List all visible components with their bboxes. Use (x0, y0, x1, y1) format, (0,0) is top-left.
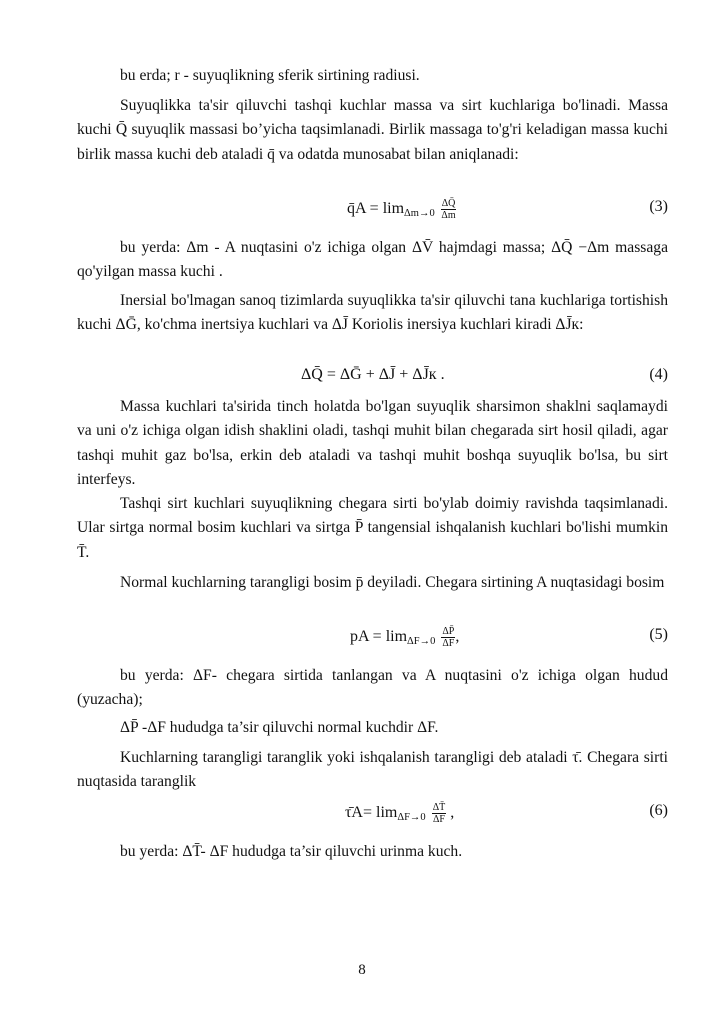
paragraph-radius-note: bu erda; r - suyuqlikning sferik sirtining radiusi. (120, 67, 420, 84)
equation-3-limit: Δm→0 (404, 208, 435, 220)
equation-5: pA = $\lim_{\Delta F\to 0}$ $\frac{\Delta P̄}{\Delta F}$ , (5) (350, 626, 668, 649)
equation-3-fraction: $\frac{\Delta Q̄}{\Delta m}$ (441, 198, 456, 221)
paragraph-normal-force: ΔP̄ -ΔF hududga ta’sir qiluvchi normal kuchdir ΔF. (120, 719, 439, 736)
paragraph-pressure: Normal kuchlarning tarangligi bosim p̄ deyiladi. Chegara sirtining A nuqtasidagi bosim (120, 574, 665, 591)
equation-6-lhs: τ̄A= lim (345, 804, 398, 822)
page-number: 8 (358, 962, 366, 978)
equation-6-limit: ΔF→0 (397, 812, 426, 824)
paragraph-liquid-shape: Massa kuchlari ta'sirida tinch holatda bo'lgan suyuqlik sharsimon shaklni saqlamaydi va uni o'z ichiga olgan idish shaklini oladi, tashqi muhit bilan chegarada sirt hosil qiladi, agar tashqi muhit gaz bo'lsa, erkin deb ataladi va tashqi muhit boshqa suyuqlik bo'lsa, bu sirt interfeys. (77, 398, 668, 489)
equation-5-number: (5) (649, 626, 668, 643)
paragraph-inertial-forces: Inersial bo'lmagan sanoq tizimlarda suyuqlikka ta'sir qiluvchi tana kuchlariga tortishish kuchi ΔḠ, ko'chma inertsiya kuchlari va ΔJ̄ Koriolis inersiya kuchlari kiradi ΔJ̄к: (77, 292, 668, 334)
equation-5-limit: ΔF→0 (407, 636, 436, 648)
paragraph-mass-definition: bu yerda: Δm - A nuqtasini o'z ichiga olgan ΔV̄ hajmdagi massa; ΔQ̄ −Δm massaga qo'yilgan massa kuchi . (77, 239, 668, 281)
paragraph-external-forces: Suyuqlikka ta'sir qiluvchi tashqi kuchlar massa va sirt kuchlariga bo'linadi. Massa kuchi Q̄ suyuqlik massasi bo’yicha taqsimlanadi. Birlik massaga to'g'ri keladigan massa kuchi birlik massa kuchi deb ataladi q̄ va odatda munosabat bilan aniqlanadi: (77, 97, 668, 163)
paragraph-tangent-force: bu yerda: ΔT̄- ΔF hududga ta’sir qiluvchi urinma kuch. (120, 843, 463, 860)
equation-4-expression: ΔQ̄ = ΔḠ + ΔJ̄ + ΔJ̄к . (301, 366, 445, 383)
equation-5-lhs: pA = lim (350, 628, 408, 646)
equation-4-number: (4) (649, 366, 668, 383)
equation-3-lhs: q̄A = lim (347, 200, 405, 218)
equation-3-number: (3) (649, 198, 668, 215)
paragraph-tension: Kuchlarning tarangligi taranglik yoki ishqalanish tarangligi deb ataladi τ̄. Chegara sirti nuqtasida taranglik (77, 749, 668, 791)
equation-6-fraction: $\frac{\Delta T̄}{\Delta F}$ (432, 802, 446, 825)
equation-4 (77, 366, 668, 396)
equation-5-fraction: $\frac{\Delta P̄}{\Delta F}$ (442, 626, 455, 649)
equation-3 (77, 198, 668, 228)
paragraph-area-definition: bu yerda: ΔF- chegara sirtida tanlangan va A nuqtasini o'z ichiga olgan hudud (yuzacha); (77, 667, 668, 709)
equation-6-number: (6) (649, 802, 668, 819)
equation-6: τ̄A= $\lim_{\Delta F\to 0}$ $\frac{\Delta T̄}{\Delta F}$ , (6) (345, 802, 668, 825)
paragraph-surface-forces: Tashqi sirt kuchlari suyuqlikning chegara sirti bo'ylab doimiy ravishda taqsimlanadi. Ular sirtga normal bosim kuchlari va sirtga P̄ tangensial ishqalanish kuchlari bo'lishi mumkin T̄. (77, 495, 668, 561)
